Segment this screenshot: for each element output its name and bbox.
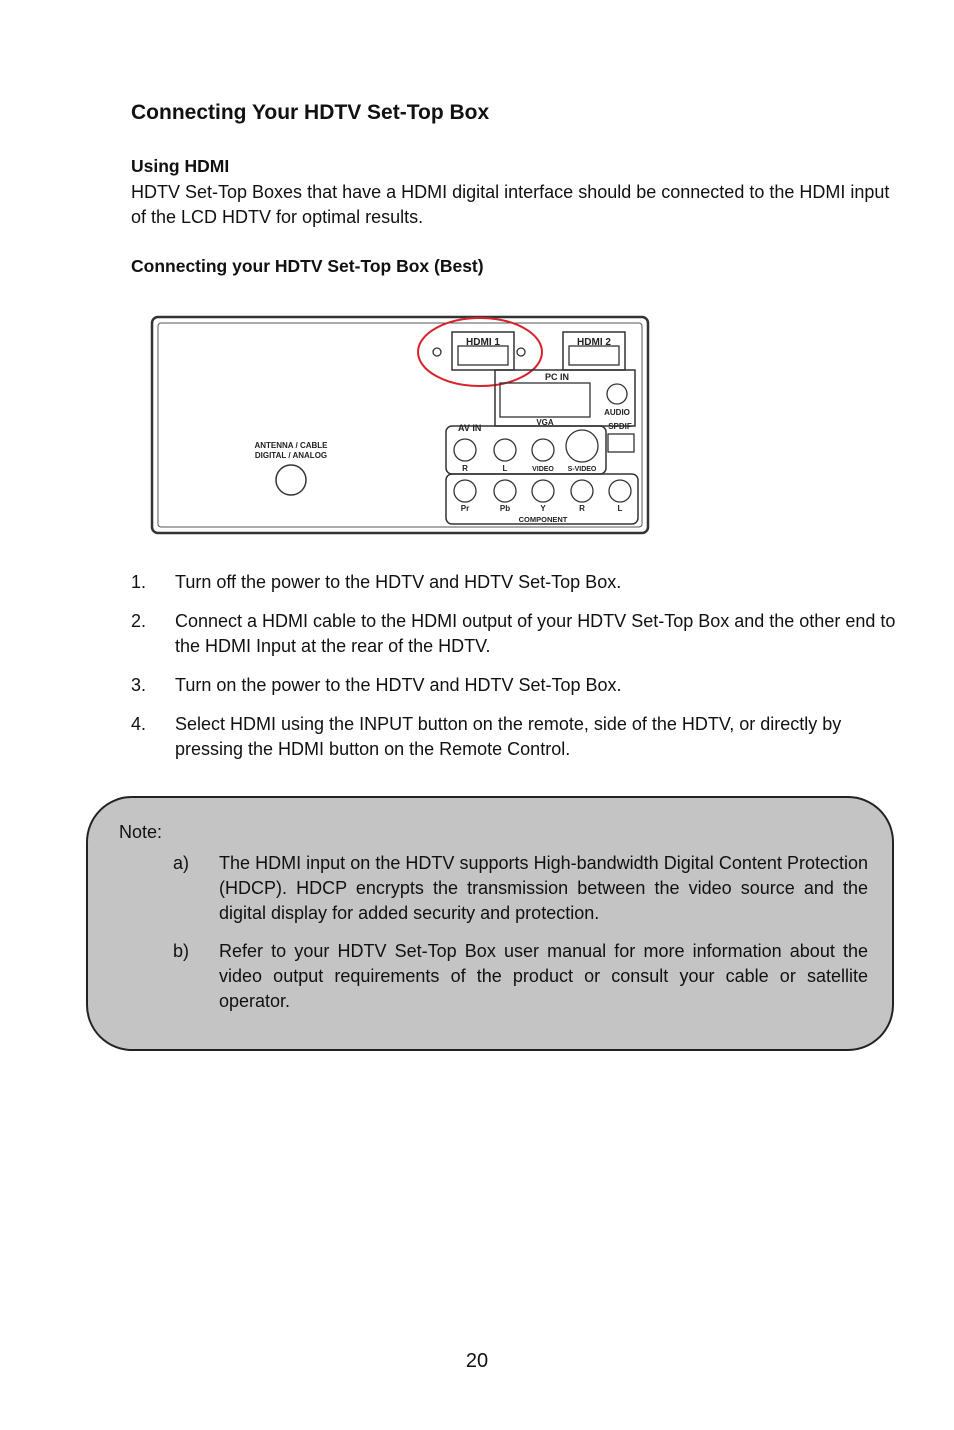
steps-list — [131, 570, 901, 776]
page-title: Connecting Your HDTV Set-Top Box — [131, 101, 490, 124]
rear-panel-diagram — [150, 314, 650, 536]
pc-in-label: PC IN — [545, 372, 570, 382]
note-list — [173, 851, 868, 1029]
hdmi1-label: HDMI 1 — [466, 337, 500, 348]
av-r-label: R — [462, 464, 468, 473]
y-label: Y — [540, 504, 546, 513]
list-item: 2. Connect a HDMI cable to the HDMI output of your HDTV Set-Top Box and the other end to the HDMI Input at the rear of the HDTV. — [131, 611, 896, 656]
list-item: a) The HDMI input on the HDTV supports High-bandwidth Digital Content Protection (HDCP). HDCP encrypts the transmission between the video source and the digital display for added security and protection. — [173, 853, 868, 923]
av-l-label: L — [502, 464, 508, 473]
component-label: COMPONENT — [518, 515, 568, 524]
vga-label: VGA — [536, 418, 554, 427]
list-item: 3. Turn on the power to the HDTV and HDTV Set-Top Box. — [131, 675, 622, 695]
spdif-label: SPDIF — [608, 422, 632, 431]
pb-label: Pb — [499, 504, 511, 513]
note-label: Note: — [119, 822, 163, 842]
hdmi2-label: HDMI 2 — [577, 337, 611, 348]
page-number: 20 — [465, 1350, 489, 1372]
av-in-label: AV IN — [458, 423, 482, 433]
note-box — [86, 796, 894, 1051]
list-item: b) Refer to your HDTV Set-Top Box user manual for more information about the video output requirements of the product or consult your cable or satellite operator. — [173, 941, 868, 1011]
pr-label: Pr — [460, 504, 470, 513]
comp-l-label: L — [617, 504, 623, 513]
comp-r-label: R — [579, 504, 585, 513]
video-label: VIDEO — [532, 466, 554, 473]
section-heading: Using HDMI — [131, 156, 230, 176]
antenna-label-1: ANTENNA / CABLE — [254, 441, 328, 450]
section-paragraph: HDTV Set-Top Boxes that have a HDMI digital interface should be connected to the HDMI input of the LCD HDTV for optimal results. — [131, 182, 890, 227]
svideo-label: S-VIDEO — [567, 466, 597, 473]
list-item: 1. Turn off the power to the HDTV and HDTV Set-Top Box. — [131, 572, 622, 592]
list-item: 4. Select HDMI using the INPUT button on the remote, side of the HDTV, or directly by pressing the HDMI button on the Remote Control. — [131, 714, 842, 759]
audio-label: AUDIO — [604, 408, 630, 417]
antenna-label-2: DIGITAL / ANALOG — [254, 451, 328, 460]
subheading: Connecting your HDTV Set-Top Box (Best) — [131, 256, 484, 276]
